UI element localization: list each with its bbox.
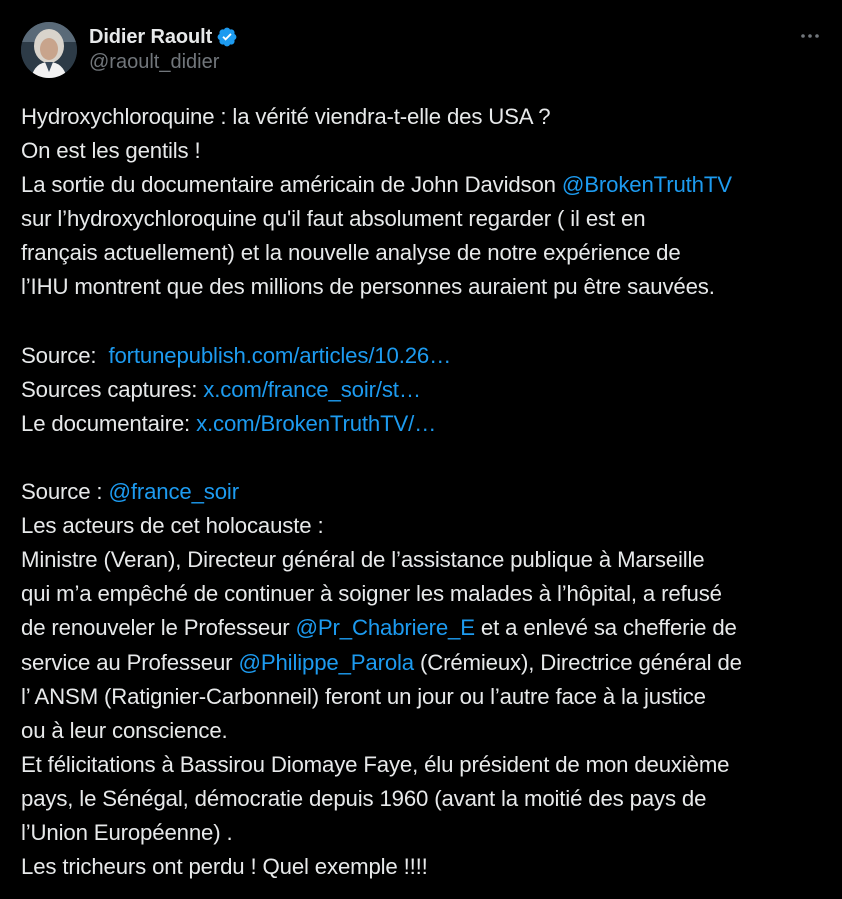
text-line: Les tricheurs ont perdu ! Quel exemple !!!! [21,854,428,880]
url-link-brokentruthtv[interactable]: x.com/BrokenTruthTV/… [196,410,437,436]
mention-link-philippe-parola[interactable]: @Philippe_Parola [238,649,414,675]
tweet-header [21,22,822,82]
name-row [89,24,238,50]
text-line [21,168,822,202]
url-link-france-soir[interactable]: x.com/france_soir/st… [203,376,421,402]
text-line: français actuellement) et la nouvelle analyse de notre expérience de [21,240,681,266]
text-span: et a enlevé sa chefferie de [474,615,737,641]
text-line [21,646,822,680]
text-span: de renouveler le Professeur [21,615,296,641]
author-name[interactable]: Didier Raoult [89,25,213,48]
text-line: pays, le Sénégal, démocratie depuis 1960 (avant la moitié des pays de [21,785,707,811]
text-line: ou à leur conscience. [21,717,228,743]
text-line [21,611,822,645]
text-line: l’IHU montrent que des millions de personnes auraient pu être sauvées. [21,274,715,300]
tweet-text [21,100,822,884]
text-line [21,339,822,373]
text-line [21,407,822,441]
blank-line [21,441,822,475]
blank-line [21,305,822,339]
more-options-icon[interactable] [798,26,822,46]
text-line: sur l’hydroxychloroquine qu'il faut absolument regarder ( il est en [21,206,646,232]
text-span: service au Professeur [21,649,239,675]
text-line: On est les gentils ! [21,138,201,164]
text-line [21,373,822,407]
text-line [21,475,822,509]
avatar[interactable] [21,22,77,78]
mention-link-brokentruthtv[interactable]: @BrokenTruthTV [561,172,732,198]
mention-link-pr-chabriere[interactable]: @Pr_Chabriere_E [295,615,475,641]
text-line: qui m’a empêché de continuer à soigner les malades à l’hôpital, a refusé [21,581,722,607]
text-span: (Crémieux), Directrice général de [414,649,742,675]
text-span: Source : [21,479,109,505]
author-handle[interactable]: @raoult_didier [89,51,220,73]
url-link-fortunepublish[interactable]: fortunepublish.com/articles/10.26… [108,342,452,368]
text-line: Les acteurs de cet holocauste : [21,513,324,539]
text-line: Hydroxychloroquine : la vérité viendra-t-elle des USA ? [21,104,551,129]
author-identity [89,22,238,74]
text-span: Le documentaire: [21,410,197,436]
text-span: La sortie du documentaire américain de John Davidson [21,172,562,198]
text-span: Source: [21,342,109,368]
text-line: l’ ANSM (Ratignier-Carbonneil) feront un jour ou l’autre face à la justice [21,683,706,709]
mention-link-france-soir[interactable]: @france_soir [108,479,239,505]
text-line: l’Union Européenne) . [21,819,233,845]
text-line: Ministre (Veran), Directeur général de l’assistance publique à Marseille [21,547,705,573]
text-line: Et félicitations à Bassirou Diomaye Faye, élu président de mon deuxième [21,751,730,777]
text-span: Sources captures: [21,376,204,402]
verified-badge-icon[interactable] [216,26,238,48]
